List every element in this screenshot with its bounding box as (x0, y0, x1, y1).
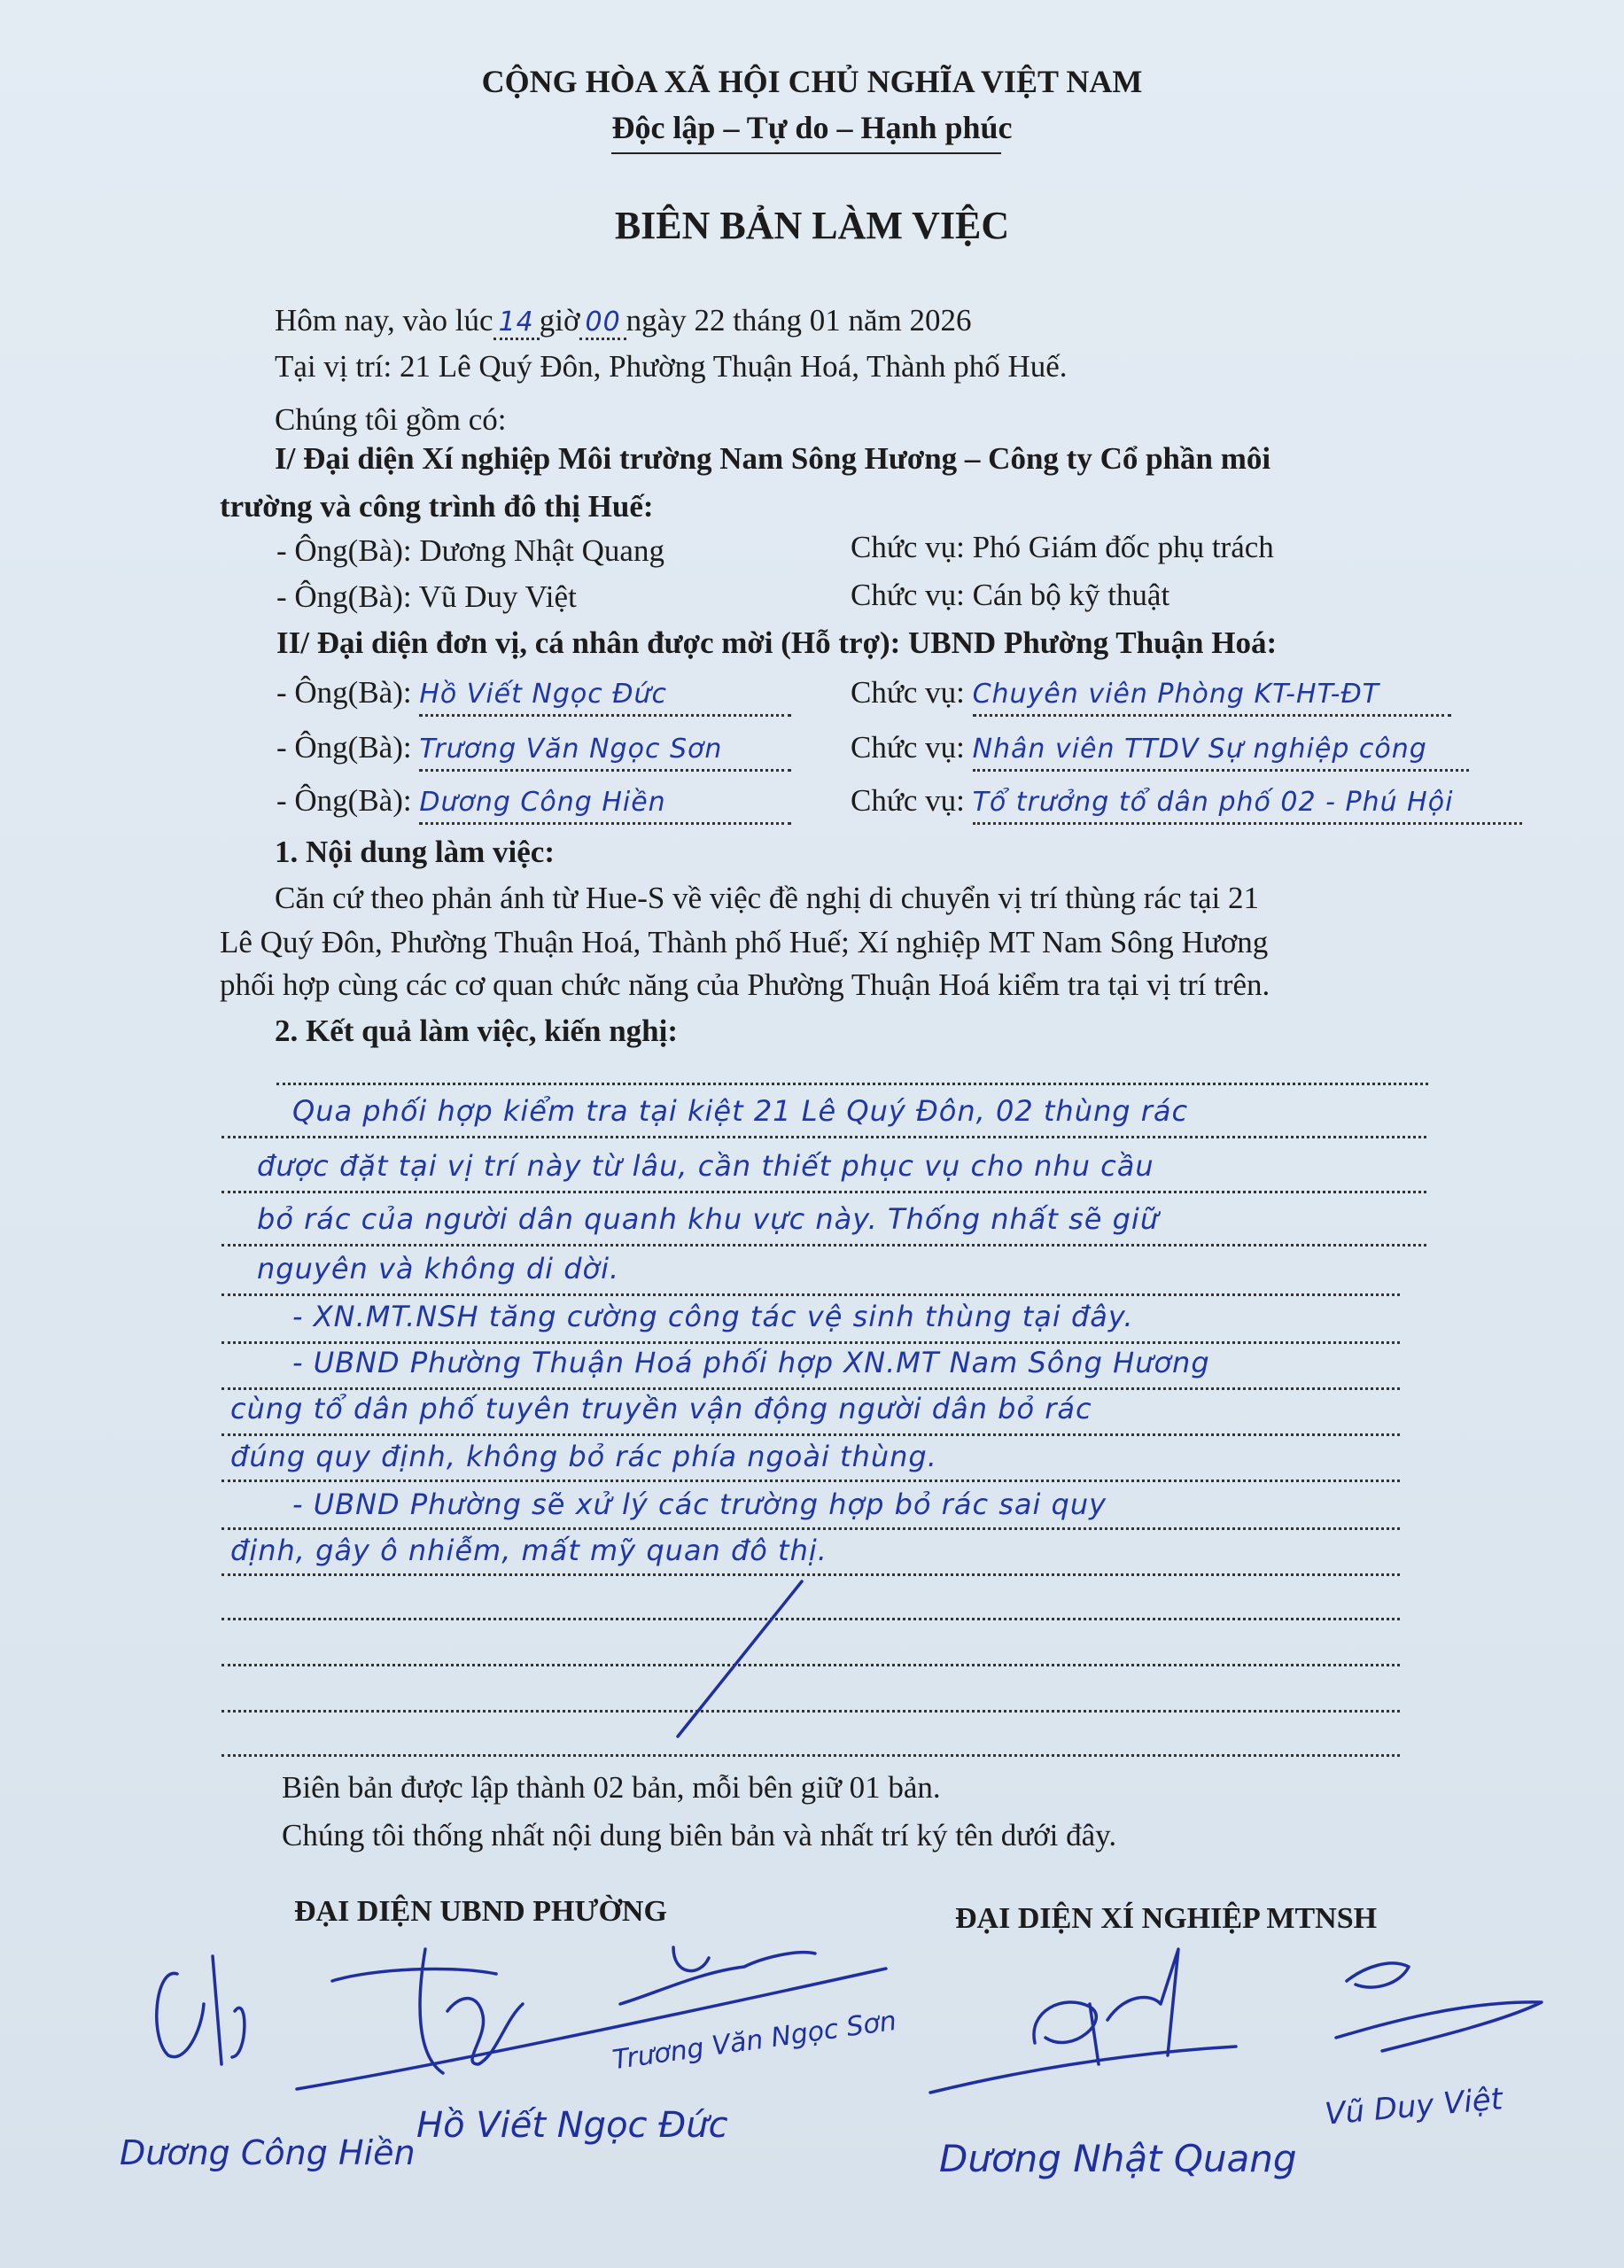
content-line: Căn cứ theo phản ánh từ Hue-S về việc đề nghị di chuyển vị trí thùng rác tại 21 (275, 881, 1259, 915)
signatory-name: Hồ Viết Ngọc Đức (416, 2105, 728, 2146)
handwritten-line: nguyên và không di dời. (257, 1252, 620, 1285)
left-signature-heading: ĐẠI DIỆN UBND PHƯỜNG (294, 1895, 667, 1928)
handwritten-line: bỏ rác của người dân quanh khu vực này. Thống nhất sẽ giữ (257, 1202, 1160, 1236)
members-intro: Chúng tôi gồm có: (275, 402, 507, 437)
member-person: - Ông(Bà): Dương Nhật Quang (276, 533, 664, 568)
right-signature-heading: ĐẠI DIỆN XÍ NGHIỆP MTNSH (955, 1902, 1378, 1935)
member-role: Chức vụ: Cán bộ kỹ thuật (851, 578, 1170, 612)
handwritten-line: cùng tổ dân phố tuyên truyền vận động người dân bỏ rác (230, 1392, 1092, 1425)
date-suffix: ngày 22 tháng 01 năm 2026 (626, 303, 972, 338)
motto: Độc lập – Tự do – Hạnh phúc (611, 110, 1013, 145)
handwritten-line: - XN.MT.NSH tăng cường công tác vệ sinh thùng tại đây. (292, 1300, 1134, 1333)
hour-handwritten: 14 (493, 307, 540, 340)
invitee-role: Nhân viên TTDV Sự nghiệp công (973, 730, 1469, 772)
hour-suffix: giờ (539, 303, 580, 338)
handwritten-line: định, gây ô nhiễm, mất mỹ quan đô thị. (230, 1534, 828, 1567)
person-label: - Ông(Bà): (276, 730, 412, 765)
results-heading: 2. Kết quả làm việc, kiến nghị: (275, 1014, 679, 1048)
document-title: BIÊN BẢN LÀM VIỆC (614, 204, 1010, 247)
location-line: Tại vị trí: 21 Lê Quý Đôn, Phường Thuận Hoá, Thành phố Huế. (275, 349, 1068, 384)
role-label: Chức vụ: (851, 783, 965, 818)
person-label: - Ông(Bà): (276, 675, 412, 710)
content-heading: 1. Nội dung làm việc: (275, 835, 555, 869)
handwritten-line: - UBND Phường sẽ xử lý các trường hợp bỏ rác sai quy (292, 1487, 1107, 1521)
handwritten-line: đúng quy định, không bỏ rác phía ngoài thùng. (230, 1440, 937, 1473)
invitee-name: Hồ Viết Ngọc Đức (419, 675, 791, 717)
invitee-role: Chuyên viên Phòng KT-HT-ĐT (973, 675, 1451, 717)
handwritten-line: được đặt tại vị trí này từ lâu, cần thiết phục vụ cho nhu cầu (257, 1149, 1154, 1183)
time-prefix: Hôm nay, vào lúc (275, 303, 493, 338)
content-line: phối hợp cùng các cơ quan chức năng của Phường Thuận Hoá kiểm tra tại vị trí trên. (220, 967, 1270, 1002)
handwritten-line: - UBND Phường Thuận Hoá phối hợp XN.MT Nam Sông Hương (292, 1346, 1210, 1379)
role-label: Chức vụ: (851, 730, 965, 765)
section2-heading: II/ Đại diện đơn vị, cá nhân được mời (Hỗ trợ): UBND Phường Thuận Hoá: (276, 625, 1278, 660)
minute-handwritten: 00 (579, 307, 626, 340)
signatory-name: Dương Nhật Quang (939, 2137, 1297, 2180)
person-label: - Ông(Bà): (276, 783, 412, 818)
invitee-name: Dương Công Hiền (419, 783, 791, 825)
signatory-name: Trương Văn Ngọc Sơn (610, 2005, 898, 2077)
member-person: - Ông(Bà): Vũ Duy Việt (276, 579, 577, 614)
handwritten-line: Qua phối hợp kiểm tra tại kiệt 21 Lê Quý Đôn, 02 thùng rác (292, 1094, 1189, 1128)
nation-header: CỘNG HÒA XÃ HỘI CHỦ NGHĨA VIỆT NAM (481, 64, 1143, 99)
section1-heading-line2: trường và công trình đô thị Huế: (220, 489, 654, 524)
closing-line: Biên bản được lập thành 02 bản, mỗi bên giữ 01 bản. (282, 1770, 941, 1805)
invitee-role: Tổ trưởng tổ dân phố 02 - Phú Hội (973, 783, 1522, 825)
member-role: Chức vụ: Phó Giám đốc phụ trách (851, 530, 1274, 564)
invitee-name: Trương Văn Ngọc Sơn (419, 730, 791, 772)
signatory-name: Vũ Duy Việt (1323, 2081, 1504, 2132)
role-label: Chức vụ: (851, 675, 965, 710)
content-line: Lê Quý Đôn, Phường Thuận Hoá, Thành phố Huế; Xí nghiệp MT Nam Sông Hương (220, 925, 1269, 959)
signatory-name: Dương Công Hiền (120, 2133, 416, 2172)
closing-line: Chúng tôi thống nhất nội dung biên bản và nhất trí ký tên dưới đây. (282, 1818, 1117, 1852)
section1-heading-line1: I/ Đại diện Xí nghiệp Môi trường Nam Sông Hương – Công ty Cổ phần môi (275, 441, 1271, 476)
